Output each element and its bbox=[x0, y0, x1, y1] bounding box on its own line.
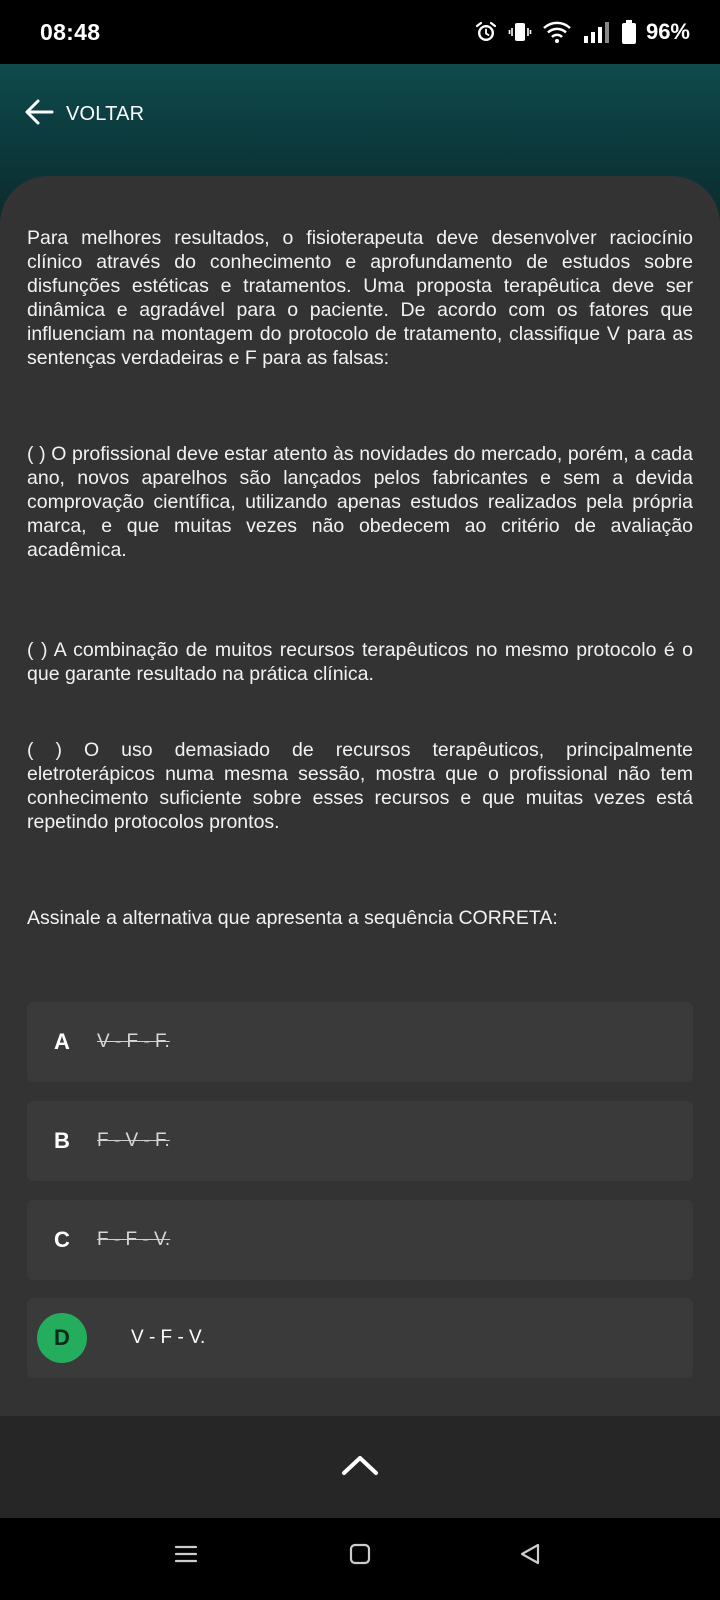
wifi-icon bbox=[542, 20, 572, 44]
vibrate-icon bbox=[508, 20, 532, 44]
option-letter: B bbox=[54, 1128, 70, 1153]
option-text: V - F - F. bbox=[97, 1031, 170, 1052]
back-icon[interactable] bbox=[518, 1542, 542, 1571]
option-a[interactable] bbox=[27, 1002, 693, 1082]
option-letter: A bbox=[54, 1029, 70, 1054]
navigation-bar bbox=[0, 1518, 720, 1600]
option-c[interactable] bbox=[27, 1200, 693, 1280]
arrow-left-icon bbox=[24, 98, 54, 131]
home-icon[interactable] bbox=[348, 1542, 372, 1571]
question-intro: Para melhores resultados, o fisioterapeuta deve desenvolver raciocínio clínico através do conhecimento e aprofundamento de estudos sobre disfunções estéticas e tratamentos. Uma proposta terapêutica deve ser dinâmica e agradável para o paciente. De acordo com os fatores que influenciam na montagem do protocolo de tratamento, classifique V para as sentenças verdadeiras e F para as falsas: bbox=[27, 227, 693, 369]
option-letter-selected: D bbox=[37, 1313, 87, 1363]
battery-icon bbox=[622, 20, 636, 44]
option-d-selected[interactable] bbox=[27, 1298, 693, 1378]
option-text: F - V - F. bbox=[97, 1130, 170, 1151]
question-instruction: Assinale a alternativa que apresenta a sequência CORRETA: bbox=[27, 907, 558, 929]
battery-percentage: 96% bbox=[645, 19, 690, 44]
back-label: VOLTAR bbox=[66, 102, 145, 125]
menu-icon[interactable] bbox=[174, 1542, 198, 1571]
statement-3: ( ) O uso demasiado de recursos terapêuticos, principalmente eletroterápicos numa mesma sessão, mostra que o profissional não tem conhecimento suficiente sobre esses recursos e que muitas vezes está repetindo protocolos prontos. bbox=[27, 739, 693, 833]
option-text: V - F - V. bbox=[131, 1327, 206, 1348]
option-letter: C bbox=[54, 1227, 70, 1252]
chevron-up-icon[interactable] bbox=[340, 1453, 380, 1482]
statement-2: ( ) A combinação de muitos recursos terapêuticos no mesmo protocolo é o que garante resultado na prática clínica. bbox=[27, 639, 693, 685]
alarm-icon bbox=[474, 20, 498, 44]
option-text: F - F - V. bbox=[97, 1229, 171, 1250]
back-button[interactable] bbox=[24, 94, 144, 134]
signal-icon bbox=[582, 20, 612, 44]
option-b[interactable] bbox=[27, 1101, 693, 1181]
status-time: 08:48 bbox=[40, 18, 101, 45]
bottom-bar bbox=[0, 1416, 720, 1518]
status-bar bbox=[0, 0, 720, 64]
status-icons bbox=[474, 0, 690, 64]
statement-1: ( ) O profissional deve estar atento às novidades do mercado, porém, a cada ano, novos aparelhos são lançados pelos fabricantes e sem a devida comprovação científica, utilizando apenas estudos realizados pela própria marca, e que muitas vezes não obedecem ao critério de avaliação acadêmica. bbox=[27, 443, 693, 561]
